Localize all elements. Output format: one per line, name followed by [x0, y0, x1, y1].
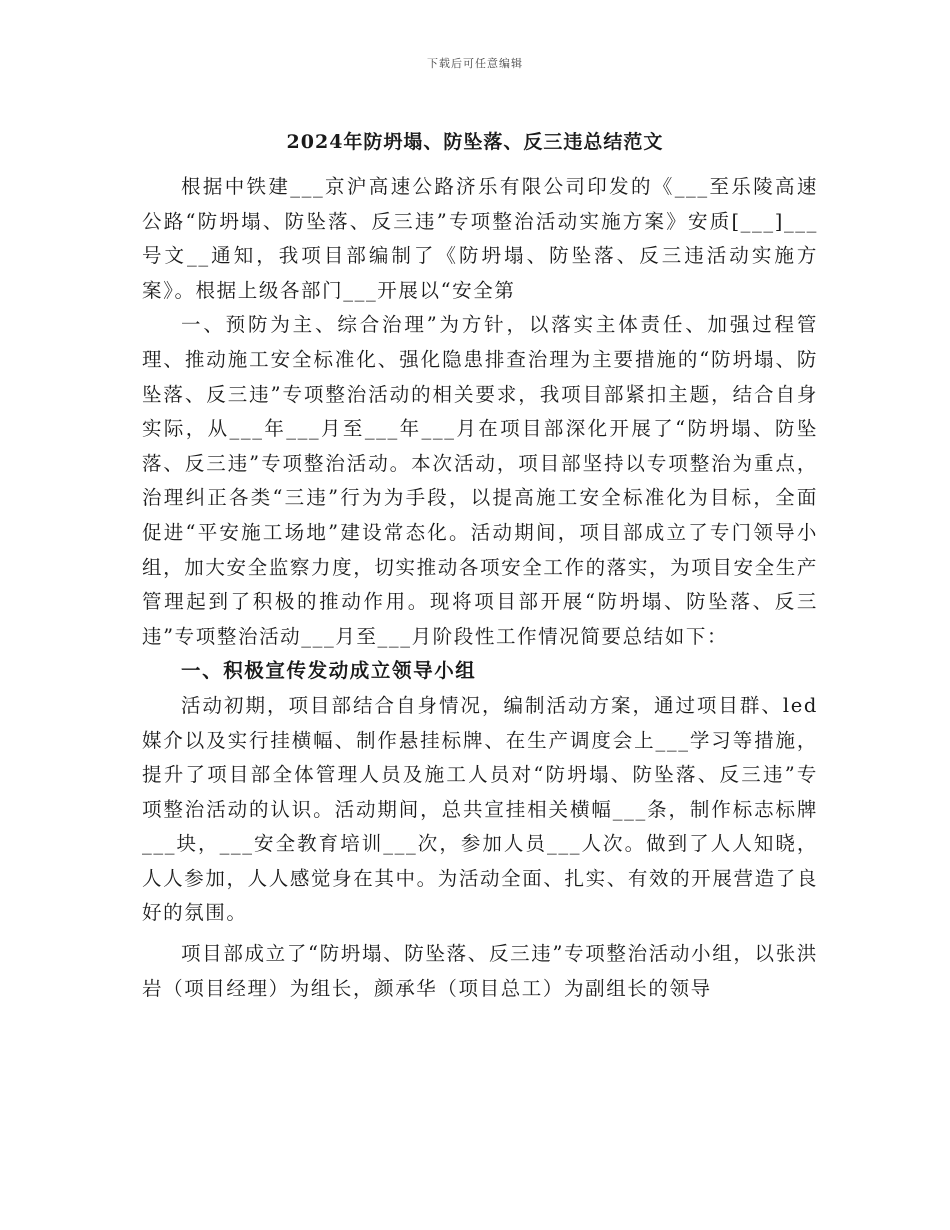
paragraph-leadership: 项目部成立了“防坍塌、防坠落、反三违”专项整治活动小组，以张洪岩（项目经理）为组长，颜承华（项目总工）为副组长的领导 — [142, 942, 818, 1000]
document-title: 2024年防坍塌、防坠落、反三违总结范文 — [286, 131, 664, 153]
document-body — [142, 170, 818, 1006]
paragraph-publicity: 活动初期，项目部结合自身情况，编制活动方案，通过项目群、led媒介以及实行挂横幅、制作悬挂标牌、在生产调度会上___学习等措施，提升了项目部全体管理人员及施工人员对“防坍塌、防坠落、反三违”专项整治活动的认识。活动期间，总共宣挂相关横幅___条，制作标志标牌___块，___安全教育培训___次，参加人员___人次。做到了人人知晓，人人参加，人人感觉身在其中。为活动全面、扎实、有效的开展营造了良好的氛围。 — [142, 693, 818, 925]
page-header-note: 下载后可任意编辑 — [427, 57, 523, 70]
paragraph-overview: 一、预防为主、综合治理”为方针，以落实主体责任、加强过程管理、推动施工安全标准化、强化隐患排查治理为主要措施的“防坍塌、防坠落、反三违”专项整治活动的相关要求，我项目部紧扣主题，结合自身实际，从___年___月至___年___月在项目部深化开展了“防坍塌、防坠落、反三违”专项整治活动。本次活动，项目部坚持以专项整治为重点，治理纠正各类“三违”行为为手段，以提高施工安全标准化为目标，全面促进“平安施工场地”建设常态化。活动期间，项目部成立了专门领导小组，加大安全监察力度，切实推动各项安全工作的落实，为项目安全生产管理起到了积极的推动作用。现将项目部开展“防坍塌、防坠落、反三违”专项整治活动___月至___月阶段性工作情况简要总结如下： — [142, 313, 818, 648]
section-heading: 一、积极宣传发动成立领导小组 — [181, 659, 477, 683]
paragraph-intro: 根据中铁建___京沪高速公路济乐有限公司印发的《___至乐陵高速公路“防坍塌、防坠落、反三违”专项整治活动实施方案》安质[___]___号文__通知，我项目部编制了《防坍塌、防坠落、反三违活动实施方案》。根据上级各部门___开展以“安全第 — [142, 175, 818, 302]
